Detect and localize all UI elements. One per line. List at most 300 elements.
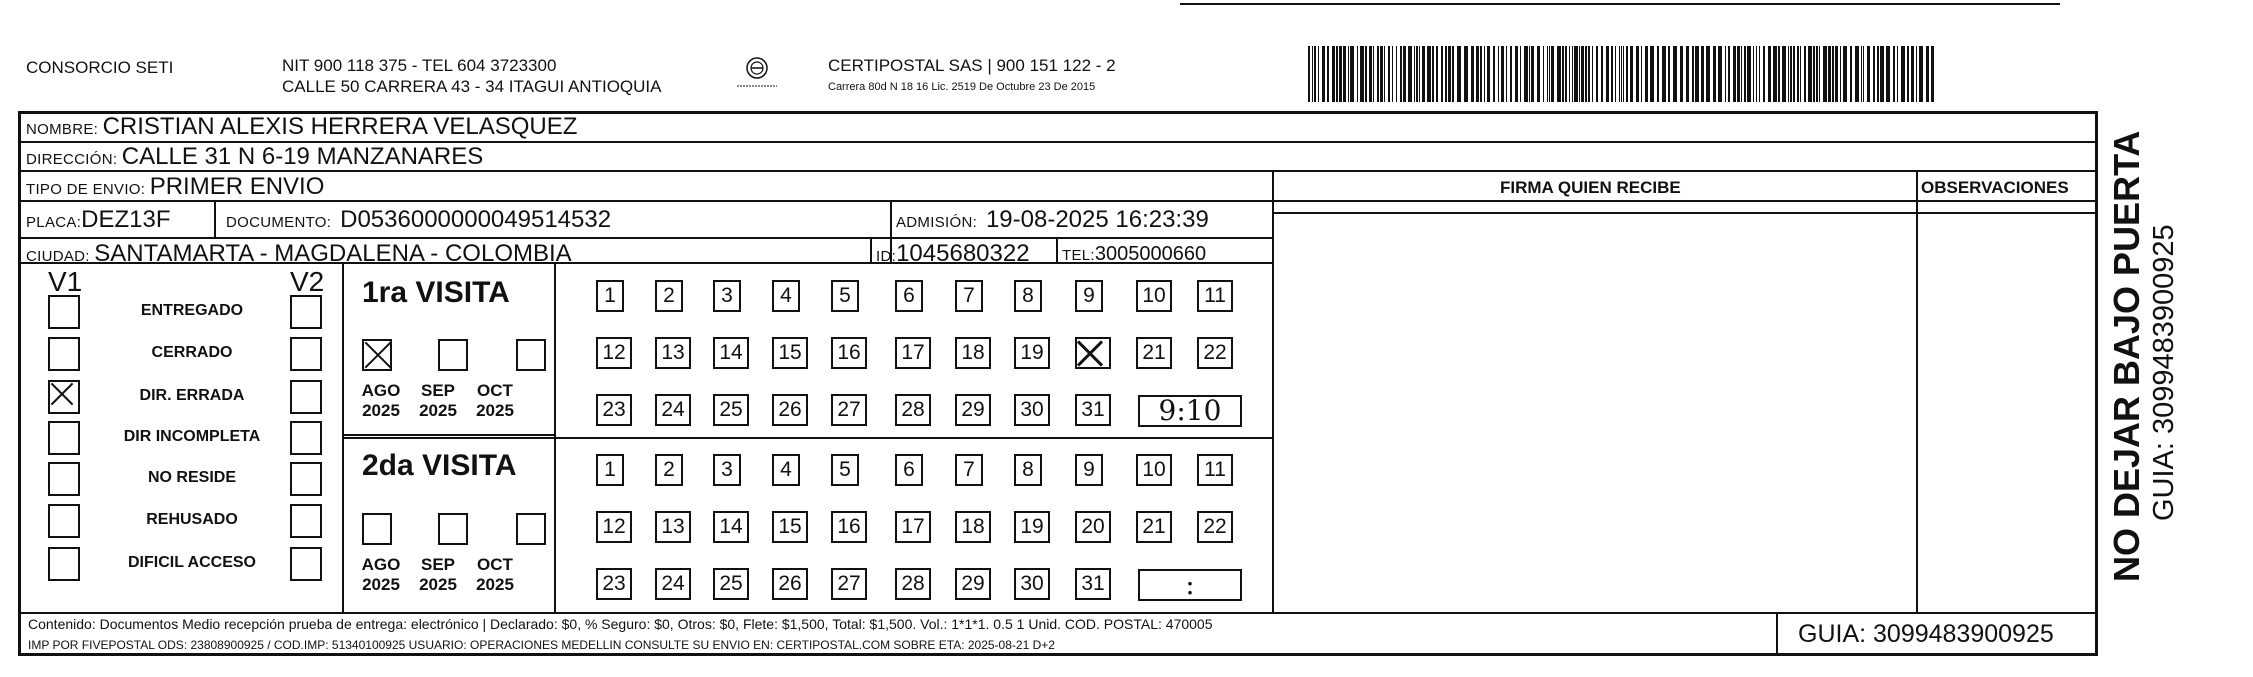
tel-value: 3005000660 [1094,243,1207,265]
placa-label: PLACA: [26,214,82,231]
visit2-day-box[interactable]: 15 [772,511,808,543]
row-divider [1274,212,2096,214]
barcode-bar [1788,46,1789,102]
barcode-bar [1626,46,1628,102]
barcode-bar [1744,46,1746,102]
barcode-bar [1422,46,1425,102]
barcode-bar [1551,46,1554,102]
barcode-bar [1828,46,1831,102]
visit1-day-box[interactable]: 13 [655,337,691,369]
visit2-day-box[interactable]: 9 [1075,454,1103,486]
visit2-day-box[interactable]: 4 [772,454,800,486]
visit1-day-box[interactable]: 11 [1197,280,1233,312]
v2-checkbox[interactable] [290,547,322,581]
barcode-bar [1484,46,1485,102]
v1-checkbox[interactable] [48,380,80,414]
visit2-day-box[interactable]: 16 [831,511,867,543]
col-divider [1272,171,1274,612]
visit2-day-box[interactable]: 19 [1014,511,1050,543]
col-divider [1776,612,1778,656]
visit2-day-box[interactable]: 24 [655,568,691,600]
visit2-day-box[interactable]: 11 [1197,454,1233,486]
v1-checkbox[interactable] [48,504,80,538]
barcode-bar [1850,46,1852,102]
direccion-field [26,143,483,171]
barcode-bar [1790,46,1792,102]
barcode-bar [1840,46,1841,102]
visit2-month-year: 2025 [476,575,514,594]
barcode-bar [1343,46,1346,102]
col-divider [342,262,344,612]
barcode-bar [1733,46,1736,102]
visit1-month [413,381,463,421]
barcode-bar [1619,46,1620,102]
status-label: ENTREGADO [140,302,244,319]
barcode-bar [1531,46,1534,102]
barcode-bar [1713,46,1716,102]
v1-checkbox[interactable] [48,421,80,455]
col-divider [1916,171,1918,612]
id-label: ID: [876,248,897,265]
visit2-day-box[interactable]: 7 [955,454,983,486]
barcode-bar [1557,46,1561,102]
barcode-bar [1369,46,1372,102]
barcode-bar [1680,46,1683,102]
barcode-bar [1596,46,1598,102]
visit2-month [413,555,463,595]
address-line: CALLE 50 CARRERA 43 - 34 ITAGUI ANTIOQUIA [282,77,662,96]
tipo-value: PRIMER ENVIO [149,173,325,200]
barcode-bar [1901,46,1905,102]
ciudad-value: SANTAMARTA - MAGDALENA - COLOMBIA [94,240,572,267]
barcode-bar [1756,46,1757,102]
barcode-bar [1392,46,1393,102]
placa-value: DEZ13F [81,206,171,233]
barcode-bar [1579,46,1580,102]
barcode-bar [1588,46,1590,102]
barcode-bar [1615,46,1616,102]
visit2-month [470,555,520,595]
barcode-bar [1907,46,1909,102]
ciudad-label: CIUDAD: [26,248,90,265]
barcode-bar [1728,46,1730,102]
barcode-bar [1753,46,1754,102]
visit1-day-box[interactable]: 19 [1014,337,1050,369]
visit1-month-year: 2025 [419,401,457,420]
visit1-day-box[interactable]: 18 [955,337,991,369]
row-divider [20,237,1274,239]
barcode-bar [1339,46,1342,102]
barcode-bar [1813,46,1815,102]
barcode-bar [1763,46,1765,102]
visit2-day-box[interactable]: 25 [713,568,749,600]
visit1-day-box[interactable]: 7 [955,280,983,312]
barcode-bar [1601,46,1603,102]
certipostal-logo-icon [735,56,779,92]
v2-checkbox[interactable] [290,380,322,414]
barcode-bar [1701,46,1704,102]
barcode-bar [1877,46,1879,102]
visit2-day-box[interactable]: 22 [1197,511,1233,543]
tipo-field [26,173,324,201]
barcode-bar [1471,46,1474,102]
documento-label: DOCUMENTO: [226,214,332,231]
visit2-month-checkbox[interactable] [438,513,468,545]
visit1-month-checkbox[interactable] [516,339,546,371]
barcode-bar [1322,46,1325,102]
barcode-bar [1414,46,1415,102]
barcode-bar [1332,46,1335,102]
barcode-bar [1384,46,1385,102]
barcode-bar [1400,46,1402,102]
barcode-bar [1348,46,1349,102]
documento-value: D0536000000049514532 [340,206,612,233]
barcode-bar [1706,46,1710,102]
v1-checkbox[interactable] [48,462,80,496]
barcode-bar [1816,46,1818,102]
visit1-day-box[interactable]: 4 [772,280,800,312]
firma-label: FIRMA QUIEN RECIBE [1500,178,1681,197]
barcode-bar [1673,46,1677,102]
status-label: DIR INCOMPLETA [123,428,261,445]
tipo-label: TIPO DE ENVIO: [26,181,146,198]
barcode-bar [1537,46,1540,102]
visit1-day-box[interactable]: 16 [831,337,867,369]
visit2-month-checkbox[interactable] [362,513,392,545]
barcode-bar [1823,46,1827,102]
barcode-bar [1650,46,1654,102]
visit1-day-box[interactable]: 25 [713,394,749,426]
barcode-bar [1662,46,1666,102]
barcode-bar [1797,46,1799,102]
barcode-bar [1445,46,1447,102]
visit2-month-checkbox[interactable] [516,513,546,545]
v1-checkbox[interactable] [48,547,80,581]
col-divider [870,238,872,262]
barcode-bar [1498,46,1499,102]
barcode-bar [1886,46,1890,102]
visit2-day-box[interactable]: 28 [895,568,931,600]
visit2-day-box[interactable]: 31 [1075,568,1111,600]
nombre-value: CRISTIAN ALEXIS HERRERA VELASQUEZ [102,113,578,140]
admision-label: ADMISIÓN: [896,214,978,231]
v2-checkbox[interactable] [290,337,322,371]
visit1-month-checkbox[interactable] [438,339,468,371]
admision-value: 19-08-2025 16:23:39 [985,206,1209,233]
status-label: CERRADO [151,344,233,361]
barcode-bar [1800,46,1801,102]
barcode-bar [1506,46,1507,102]
visit1-day-box[interactable]: 31 [1075,394,1111,426]
footer-guia: GUIA: 3099483900925 [1798,620,2054,648]
admision-field [896,206,1209,234]
status-label: DIR. ERRADA [139,387,245,404]
row-divider [20,612,2096,614]
visit1-day-box[interactable]: 10 [1136,280,1172,312]
col-divider [1056,238,1058,262]
col-divider [554,262,556,612]
barcode-bar [1861,46,1862,102]
visit2-month-year: 2025 [419,575,457,594]
id-field [876,240,1030,268]
barcode-bar [1867,46,1870,102]
row-divider [20,200,2096,202]
barcode-bar [1793,46,1795,102]
barcode-bar [1832,46,1834,102]
visit2-day-box[interactable]: 5 [831,454,859,486]
barcode-bar [1529,46,1530,102]
barcode-bar [1621,46,1622,102]
visit1-day-box[interactable] [1075,337,1111,369]
barcode-bar [1350,46,1354,102]
direccion-value: CALLE 31 N 6-19 MANZANARES [121,143,484,170]
v1-checkbox[interactable] [48,295,80,329]
visit1-day-box[interactable]: 22 [1197,337,1233,369]
barcode-bar [1623,46,1624,102]
barcode-bar [1931,46,1934,102]
barcode-bar [1373,46,1374,102]
top-rule [1180,3,2060,5]
barcode-bar [1569,46,1570,102]
visit2-day-box[interactable]: 18 [955,511,991,543]
barcode-bar [1893,46,1895,102]
barcode-bar [1549,46,1550,102]
barcode-bar [1524,46,1528,102]
nit-line: NIT 900 118 375 - TEL 604 3723300 [282,56,557,75]
visit2-day-box[interactable]: 12 [596,511,632,543]
barcode-bar [1360,46,1364,102]
visit1-day-box[interactable]: 6 [895,280,923,312]
visit2-time-box[interactable]: : [1138,569,1242,601]
visit1-day-box[interactable]: 26 [772,394,808,426]
visit1-day-box[interactable]: 2 [655,280,683,312]
barcode-bar [1747,46,1751,102]
barcode-bar [1668,46,1670,102]
visit1-day-box[interactable]: 30 [1014,394,1050,426]
barcode-bar [1403,46,1406,102]
visit2-day-box[interactable]: 8 [1014,454,1042,486]
barcode-bar [1501,46,1504,102]
barcode-bar [1686,46,1689,102]
visit2-day-box[interactable]: 26 [772,568,808,600]
visit1-day-box[interactable]: 8 [1014,280,1042,312]
barcode-bar [1581,46,1584,102]
barcode-bar [1725,46,1726,102]
company-name: CONSORCIO SETI [26,58,174,77]
barcode-bar [1592,46,1593,102]
visit2-day-box[interactable]: 23 [596,568,632,600]
footer-content: Contenido: Documentos Medio recepción prueba de entrega: electrónico | Declarado: $0, % Seguro: $0, Otros: $0, Flete: $1,500, Total: $1,500. Vol.: 1*1*1. 0.5 1 Unid. COD. POSTAL: 470005 [28,616,1213,632]
visit2-day-box[interactable]: 3 [713,454,741,486]
documento-field [226,206,611,234]
barcode-bar [1377,46,1379,102]
barcode-bar [1636,46,1639,102]
barcode-bar [1487,46,1490,102]
visit1-time-box[interactable]: 9:10 [1138,395,1242,427]
barcode-bar [1565,46,1567,102]
barcode-bar [1645,46,1648,102]
visit2-month [356,555,406,595]
barcode-bar [1741,46,1742,102]
barcode-bar [1819,46,1820,102]
status-label: NO RESIDE [147,469,236,486]
v2-checkbox[interactable] [290,462,322,496]
visit1-day-box[interactable]: 24 [655,394,691,426]
visit2-day-box[interactable]: 27 [831,568,867,600]
visit2-day-box[interactable]: 2 [655,454,683,486]
barcode-bar [1441,46,1443,102]
barcode-bar [1574,46,1578,102]
visit1-day-box[interactable]: 1 [596,280,624,312]
visit1-day-box[interactable]: 23 [596,394,632,426]
v1-label: V1 [48,266,83,297]
visit1-day-box[interactable]: 21 [1136,337,1172,369]
visit2-day-box[interactable]: 20 [1075,511,1111,543]
no-dejar-bajo-puerta: NO DEJAR BAJO PUERTA [2106,130,2147,582]
v1-checkbox[interactable] [48,337,80,371]
visit2-day-box[interactable]: 21 [1136,511,1172,543]
barcode-bar [1572,46,1573,102]
visit1-day-box[interactable]: 5 [831,280,859,312]
visit1-title: 1ra VISITA [362,276,510,309]
visit2-month-label: AGO [361,555,401,574]
id-value: 1045680322 [896,240,1030,267]
visit2-title: 2da VISITA [362,449,517,482]
visit1-day-box[interactable]: 12 [596,337,632,369]
visit2-day-box[interactable]: 30 [1014,568,1050,600]
barcode-bar [1312,46,1313,102]
footer-imp: IMP POR FIVEPOSTAL ODS: 23808900925 / COD.IMP: 51340100925 USUARIO: OPERACIONES MEDELLIN CONSULTE SU ENVIO EN: CERTIPOSTAL.COM SOBRE ETA: 2025-08-21 D+2 [28,638,1055,652]
barcode-bar [1547,46,1548,102]
label-frame [18,111,2098,656]
v2-checkbox[interactable] [290,504,322,538]
col-divider [214,201,216,237]
visit1-month [356,381,406,421]
visit2-day-box[interactable]: 17 [895,511,931,543]
barcode-bar [1657,46,1659,102]
barcode-bar [1897,46,1898,102]
visit1-day-box[interactable]: 15 [772,337,808,369]
barcode-bar [1427,46,1431,102]
visit2-day-box[interactable]: 1 [596,454,624,486]
barcode [1308,46,1938,102]
visit1-day-box[interactable]: 28 [895,394,931,426]
barcode-bar [1926,46,1929,102]
barcode-bar [1408,46,1412,102]
row-divider [342,434,554,436]
barcode-bar [1692,46,1694,102]
barcode-bar [1911,46,1914,102]
visit1-month-label: AGO [361,381,401,400]
nombre-field [26,113,577,141]
barcode-bar [1476,46,1479,102]
barcode-bar [1695,46,1699,102]
tel-field [1062,243,1206,266]
visit1-day-box[interactable]: 29 [955,394,991,426]
barcode-bar [1543,46,1544,102]
visit1-day-box[interactable]: 14 [713,337,749,369]
barcode-bar [1855,46,1859,102]
visit1-month-year: 2025 [362,401,400,420]
side-guia: GUIA: 3099483900925 [2148,224,2180,521]
barcode-bar [1357,46,1358,102]
tel-label: TEL: [1062,247,1095,264]
visit1-day-box[interactable]: 9 [1075,280,1103,312]
barcode-bar [1880,46,1884,102]
visit1-month-label: SEP [420,381,456,400]
barcode-bar [1737,46,1740,102]
barcode-bar [1510,46,1512,102]
barcode-bar [1419,46,1420,102]
visit1-day-box[interactable]: 27 [831,394,867,426]
visit1-day-box[interactable]: 3 [713,280,741,312]
visit2-day-box[interactable]: 13 [655,511,691,543]
nombre-label: NOMBRE: [26,121,99,138]
visit2-day-box[interactable]: 29 [955,568,991,600]
barcode-bar [1464,46,1468,102]
barcode-bar [1327,46,1329,102]
barcode-bar [1452,46,1454,102]
status-label: DIFICIL ACCESO [127,554,256,571]
ciudad-field [26,240,572,268]
barcode-bar [1457,46,1461,102]
barcode-bar [1611,46,1613,102]
barcode-bar [1804,46,1806,102]
barcode-bar [1365,46,1367,102]
barcode-bar [1873,46,1875,102]
direccion-label: DIRECCIÓN: [26,151,118,168]
barcode-bar [1480,46,1482,102]
visit1-day-box[interactable]: 17 [895,337,931,369]
barcode-bar [1448,46,1451,102]
row-divider [342,437,1274,439]
barcode-bar [1630,46,1633,102]
barcode-bar [1808,46,1812,102]
visit2-day-box[interactable]: 14 [713,511,749,543]
certipostal-line: CERTIPOSTAL SAS | 900 151 122 - 2 [828,56,1116,75]
visit2-day-box[interactable]: 6 [895,454,923,486]
barcode-bar [1768,46,1771,102]
visit1-month-checkbox[interactable] [362,339,392,371]
barcode-bar [1782,46,1786,102]
barcode-bar [1380,46,1383,102]
observaciones-label: OBSERVACIONES [1921,178,2069,197]
barcode-bar [1641,46,1642,102]
barcode-bar [1493,46,1495,102]
status-label: REHUSADO [146,511,238,528]
certipostal-license: Carrera 80d N 18 16 Lic. 2519 De Octubre 23 De 2015 [828,81,1096,93]
v2-checkbox[interactable] [290,421,322,455]
barcode-bar [1436,46,1438,102]
barcode-bar [1308,46,1310,102]
barcode-bar [1396,46,1397,102]
v2-checkbox[interactable] [290,295,322,329]
barcode-bar [1432,46,1434,102]
v2-label: V2 [290,266,325,297]
visit2-day-box[interactable]: 10 [1136,454,1172,486]
barcode-bar [1585,46,1587,102]
barcode-bar [1515,46,1518,102]
barcode-bar [1718,46,1722,102]
barcode-bar [1388,46,1390,102]
barcode-bar [1318,46,1319,102]
barcode-bar [1919,46,1923,102]
visit1-month-label: OCT [477,381,513,400]
barcode-bar [1778,46,1780,102]
barcode-bar [1314,46,1316,102]
barcode-bar [1606,46,1609,102]
barcode-bar [1520,46,1521,102]
